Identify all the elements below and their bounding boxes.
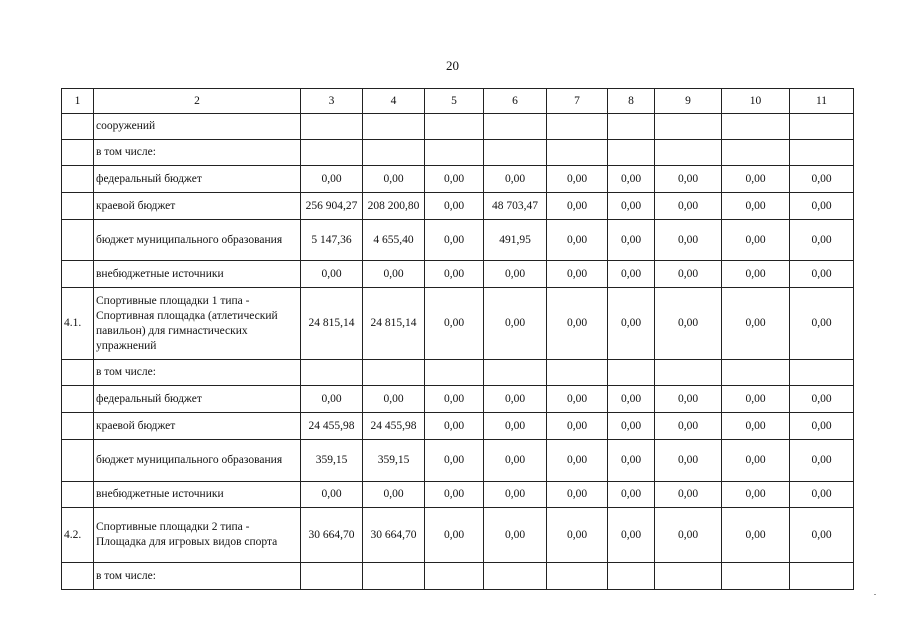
- value-cell: 0,00: [484, 166, 547, 193]
- column-header: 1: [62, 89, 94, 114]
- value-cell: [655, 140, 722, 166]
- value-cell: [608, 114, 655, 140]
- value-cell: 0,00: [722, 386, 790, 413]
- value-cell: 0,00: [790, 220, 854, 261]
- scan-mark: [874, 594, 876, 595]
- value-cell: 0,00: [484, 482, 547, 508]
- value-cell: 0,00: [608, 220, 655, 261]
- value-cell: 256 904,27: [301, 193, 363, 220]
- value-cell: 0,00: [790, 288, 854, 360]
- value-cell: 0,00: [790, 193, 854, 220]
- value-cell: 0,00: [722, 482, 790, 508]
- row-name: Спортивные площадки 2 типа - Площадка для игровых видов спорта: [94, 508, 301, 563]
- value-cell: [790, 114, 854, 140]
- row-name: краевой бюджет: [94, 413, 301, 440]
- value-cell: 0,00: [363, 261, 425, 288]
- row-code: [62, 482, 94, 508]
- row-name: в том числе:: [94, 140, 301, 166]
- value-cell: [363, 563, 425, 590]
- value-cell: 0,00: [722, 440, 790, 482]
- row-code: 4.2.: [62, 508, 94, 563]
- value-cell: 0,00: [790, 261, 854, 288]
- value-cell: 0,00: [608, 261, 655, 288]
- value-cell: 0,00: [363, 166, 425, 193]
- value-cell: 0,00: [425, 508, 484, 563]
- row-name: федеральный бюджет: [94, 166, 301, 193]
- value-cell: 0,00: [722, 166, 790, 193]
- value-cell: 0,00: [547, 166, 608, 193]
- value-cell: [425, 360, 484, 386]
- value-cell: 0,00: [608, 193, 655, 220]
- value-cell: 0,00: [655, 166, 722, 193]
- page-number: 20: [446, 58, 459, 73]
- column-header: 4: [363, 89, 425, 114]
- value-cell: 0,00: [655, 288, 722, 360]
- row-name: федеральный бюджет: [94, 386, 301, 413]
- value-cell: [484, 360, 547, 386]
- row-code: [62, 563, 94, 590]
- value-cell: 0,00: [301, 261, 363, 288]
- value-cell: 0,00: [722, 508, 790, 563]
- value-cell: 0,00: [655, 261, 722, 288]
- value-cell: [655, 114, 722, 140]
- value-cell: 0,00: [363, 386, 425, 413]
- value-cell: [790, 140, 854, 166]
- value-cell: 0,00: [790, 440, 854, 482]
- row-code: [62, 193, 94, 220]
- value-cell: [301, 563, 363, 590]
- row-name: внебюджетные источники: [94, 482, 301, 508]
- column-header: 6: [484, 89, 547, 114]
- value-cell: [722, 140, 790, 166]
- row-name: внебюджетные источники: [94, 261, 301, 288]
- value-cell: 0,00: [547, 220, 608, 261]
- value-cell: [722, 563, 790, 590]
- value-cell: 24 455,98: [363, 413, 425, 440]
- value-cell: 0,00: [425, 166, 484, 193]
- value-cell: 0,00: [655, 193, 722, 220]
- value-cell: [301, 114, 363, 140]
- value-cell: [608, 563, 655, 590]
- value-cell: 0,00: [425, 386, 484, 413]
- row-code: [62, 360, 94, 386]
- value-cell: 0,00: [722, 288, 790, 360]
- value-cell: [547, 360, 608, 386]
- value-cell: 0,00: [655, 482, 722, 508]
- value-cell: 0,00: [655, 386, 722, 413]
- value-cell: 0,00: [655, 508, 722, 563]
- row-name: в том числе:: [94, 563, 301, 590]
- value-cell: [301, 140, 363, 166]
- table-row: [62, 386, 854, 413]
- value-cell: 0,00: [301, 482, 363, 508]
- column-header: 10: [722, 89, 790, 114]
- value-cell: [363, 360, 425, 386]
- row-code: [62, 413, 94, 440]
- value-cell: 0,00: [790, 482, 854, 508]
- value-cell: 0,00: [608, 508, 655, 563]
- value-cell: 0,00: [608, 166, 655, 193]
- value-cell: 0,00: [790, 386, 854, 413]
- value-cell: 0,00: [484, 440, 547, 482]
- value-cell: 30 664,70: [363, 508, 425, 563]
- table-row: [62, 288, 854, 360]
- row-code: [62, 220, 94, 261]
- value-cell: [547, 114, 608, 140]
- column-header: 2: [94, 89, 301, 114]
- column-header: 3: [301, 89, 363, 114]
- value-cell: 0,00: [608, 413, 655, 440]
- row-code: [62, 261, 94, 288]
- value-cell: [425, 140, 484, 166]
- value-cell: [363, 140, 425, 166]
- value-cell: 0,00: [655, 440, 722, 482]
- value-cell: 0,00: [547, 288, 608, 360]
- value-cell: [301, 360, 363, 386]
- row-code: [62, 440, 94, 482]
- table-row: [62, 482, 854, 508]
- value-cell: 0,00: [790, 166, 854, 193]
- value-cell: 359,15: [363, 440, 425, 482]
- value-cell: 0,00: [484, 288, 547, 360]
- value-cell: 359,15: [301, 440, 363, 482]
- column-header: 11: [790, 89, 854, 114]
- value-cell: [608, 140, 655, 166]
- value-cell: 0,00: [425, 413, 484, 440]
- row-code: [62, 166, 94, 193]
- value-cell: 0,00: [425, 261, 484, 288]
- value-cell: 0,00: [608, 386, 655, 413]
- budget-table: [61, 88, 854, 590]
- table-row: [62, 114, 854, 140]
- value-cell: [790, 360, 854, 386]
- value-cell: [655, 360, 722, 386]
- value-cell: [547, 563, 608, 590]
- table-row: [62, 140, 854, 166]
- value-cell: 0,00: [790, 508, 854, 563]
- table-row: [62, 413, 854, 440]
- value-cell: 0,00: [484, 261, 547, 288]
- row-name: сооружений: [94, 114, 301, 140]
- value-cell: 0,00: [301, 386, 363, 413]
- value-cell: [425, 114, 484, 140]
- value-cell: 0,00: [722, 413, 790, 440]
- value-cell: 24 455,98: [301, 413, 363, 440]
- row-code: [62, 114, 94, 140]
- table-body: [62, 114, 854, 590]
- value-cell: [484, 114, 547, 140]
- value-cell: [608, 360, 655, 386]
- value-cell: [722, 114, 790, 140]
- row-code: 4.1.: [62, 288, 94, 360]
- value-cell: 0,00: [722, 220, 790, 261]
- value-cell: 24 815,14: [301, 288, 363, 360]
- table-row: [62, 220, 854, 261]
- value-cell: 0,00: [547, 261, 608, 288]
- value-cell: [363, 114, 425, 140]
- value-cell: 0,00: [655, 220, 722, 261]
- value-cell: 0,00: [608, 288, 655, 360]
- row-code: [62, 386, 94, 413]
- row-name: Спортивные площадки 1 типа - Спортивная площадка (атлетический павильон) для гимнастических упражнений: [94, 288, 301, 360]
- value-cell: 0,00: [484, 413, 547, 440]
- column-header: 8: [608, 89, 655, 114]
- value-cell: 0,00: [655, 413, 722, 440]
- value-cell: 0,00: [425, 482, 484, 508]
- table-row: [62, 360, 854, 386]
- value-cell: 0,00: [301, 166, 363, 193]
- table-row: [62, 166, 854, 193]
- value-cell: 0,00: [608, 440, 655, 482]
- row-name: в том числе:: [94, 360, 301, 386]
- value-cell: 0,00: [484, 386, 547, 413]
- value-cell: 0,00: [547, 413, 608, 440]
- value-cell: [790, 563, 854, 590]
- value-cell: 491,95: [484, 220, 547, 261]
- column-header: 9: [655, 89, 722, 114]
- value-cell: 0,00: [425, 440, 484, 482]
- value-cell: 4 655,40: [363, 220, 425, 261]
- row-name: краевой бюджет: [94, 193, 301, 220]
- value-cell: 0,00: [425, 288, 484, 360]
- row-code: [62, 140, 94, 166]
- value-cell: 0,00: [790, 413, 854, 440]
- value-cell: 0,00: [547, 440, 608, 482]
- value-cell: 0,00: [425, 193, 484, 220]
- table-row: [62, 261, 854, 288]
- value-cell: 0,00: [547, 508, 608, 563]
- column-header: 5: [425, 89, 484, 114]
- value-cell: [722, 360, 790, 386]
- column-header: 7: [547, 89, 608, 114]
- value-cell: 48 703,47: [484, 193, 547, 220]
- value-cell: 0,00: [425, 220, 484, 261]
- header-row: [62, 89, 854, 114]
- value-cell: 30 664,70: [301, 508, 363, 563]
- row-name: бюджет муниципального образования: [94, 440, 301, 482]
- table-row: [62, 563, 854, 590]
- value-cell: 5 147,36: [301, 220, 363, 261]
- value-cell: [484, 563, 547, 590]
- value-cell: [425, 563, 484, 590]
- value-cell: 24 815,14: [363, 288, 425, 360]
- value-cell: 0,00: [722, 261, 790, 288]
- table-row: [62, 508, 854, 563]
- value-cell: 0,00: [722, 193, 790, 220]
- value-cell: 0,00: [608, 482, 655, 508]
- value-cell: 0,00: [547, 482, 608, 508]
- row-name: бюджет муниципального образования: [94, 220, 301, 261]
- value-cell: 0,00: [363, 482, 425, 508]
- value-cell: 0,00: [547, 193, 608, 220]
- value-cell: 0,00: [547, 386, 608, 413]
- value-cell: [655, 563, 722, 590]
- table-row: [62, 440, 854, 482]
- value-cell: [547, 140, 608, 166]
- table-row: [62, 193, 854, 220]
- value-cell: 0,00: [484, 508, 547, 563]
- value-cell: 208 200,80: [363, 193, 425, 220]
- value-cell: [484, 140, 547, 166]
